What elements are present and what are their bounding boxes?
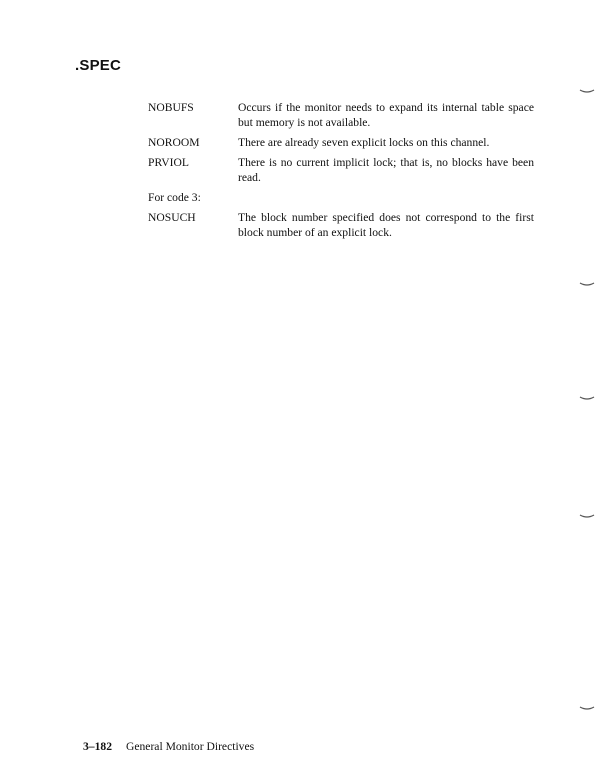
binding-mark bbox=[579, 705, 595, 711]
binding-mark bbox=[579, 395, 595, 401]
error-code: PRVIOL bbox=[148, 156, 189, 169]
footer-section-title: General Monitor Directives bbox=[125, 740, 255, 753]
binding-mark bbox=[579, 513, 595, 519]
binding-mark bbox=[579, 88, 595, 94]
binding-mark bbox=[579, 281, 595, 287]
error-description: There are already seven explicit locks on this channel. bbox=[238, 136, 490, 149]
error-description: There is no current implicit lock; that is, no blocks have been read. bbox=[238, 156, 534, 184]
error-code: NOROOM bbox=[148, 136, 200, 149]
page-footer bbox=[83, 740, 254, 753]
error-code: NOSUCH bbox=[148, 211, 196, 224]
page-number: 3–182 bbox=[83, 740, 112, 753]
error-description: The block number specified does not correspond to the first block number of an explicit lock. bbox=[238, 211, 534, 239]
error-description: Occurs if the monitor needs to expand its internal table space but memory is not available. bbox=[238, 101, 534, 129]
error-code: NOBUFS bbox=[148, 101, 194, 114]
section-heading: .SPEC bbox=[75, 57, 122, 74]
code-3-subheading: For code 3: bbox=[148, 191, 201, 204]
